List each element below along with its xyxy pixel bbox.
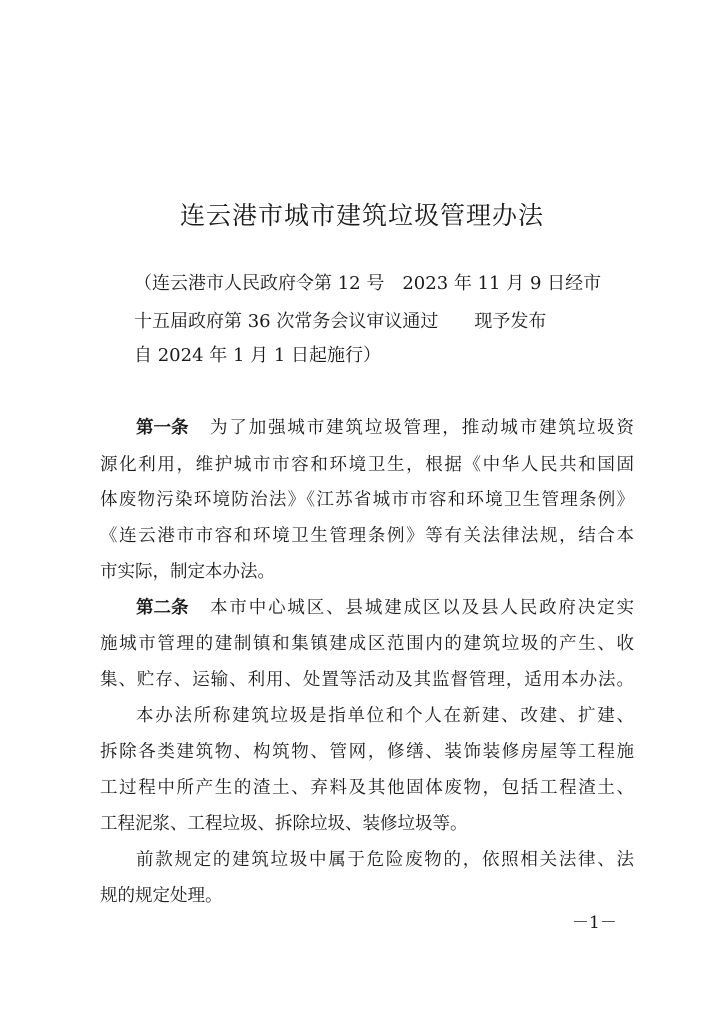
document-title: 连云港市城市建筑垃圾管理办法 — [179, 201, 544, 230]
article-2-para2-line-4: 工程泥浆、工程垃圾、拆除垃圾、装修垃圾等。 — [100, 814, 468, 834]
article-2-para2-line-3: 工过程中所产生的渣土、弃料及其他固体废物，包括工程渣土、 — [100, 778, 634, 798]
article-label: 第一条 — [136, 418, 189, 438]
article-1-line-1: 为了加强城市建筑垃圾管理，推动城市建筑垃圾资 — [210, 418, 634, 438]
page-number: －1－ — [572, 913, 617, 933]
article-2-line-3: 集、贮存、运输、利用、处置等活动及其监督管理，适用本办法。 — [100, 670, 634, 690]
article-1-line-2: 源化利用，维护城市市容和环境卫生，根据《中华人民共和国固 — [100, 455, 634, 475]
article-2-label — [136, 596, 189, 620]
article-1-line-3: 体废物污染环境防治法》《江苏省城市市容和环境卫生管理条例》 — [100, 490, 634, 510]
article-2-line-1: 本市中心城区、县城建成区以及县人民政府决定实 — [210, 598, 634, 618]
article-2-para3-line-1: 前款规定的建筑垃圾中属于危险废物的，依照相关法律、法 — [136, 850, 634, 870]
subtitle-line-1: （连云港市人民政府令第 12 号 2023 年 11 月 9 日经市 — [134, 273, 602, 294]
article-2-para2-line-1: 本办法所称建筑垃圾是指单位和个人在新建、改建、扩建、 — [136, 706, 634, 726]
article-2-line-2: 施城市管理的建制镇和集镇建成区范围内的建筑垃圾的产生、收 — [100, 634, 634, 654]
article-label: 第二条 — [136, 598, 189, 618]
subtitle-line-2: 十五届政府第 36 次常务会议审议通过 现予发布 — [134, 311, 547, 332]
article-2-para2-line-2: 拆除各类建筑物、构筑物、管网，修缮、装饰装修房屋等工程施 — [100, 742, 634, 762]
article-1-label — [136, 416, 189, 440]
article-1-line-4: 《连云港市市容和环境卫生管理条例》等有关法律法规，结合本 — [100, 526, 634, 546]
article-2-para3-line-2: 规的规定处理。 — [100, 886, 223, 906]
subtitle-line-3: 自 2024 年 1 月 1 日起施行） — [134, 345, 382, 366]
article-1-line-5: 市实际，制定本办法。 — [100, 562, 275, 582]
